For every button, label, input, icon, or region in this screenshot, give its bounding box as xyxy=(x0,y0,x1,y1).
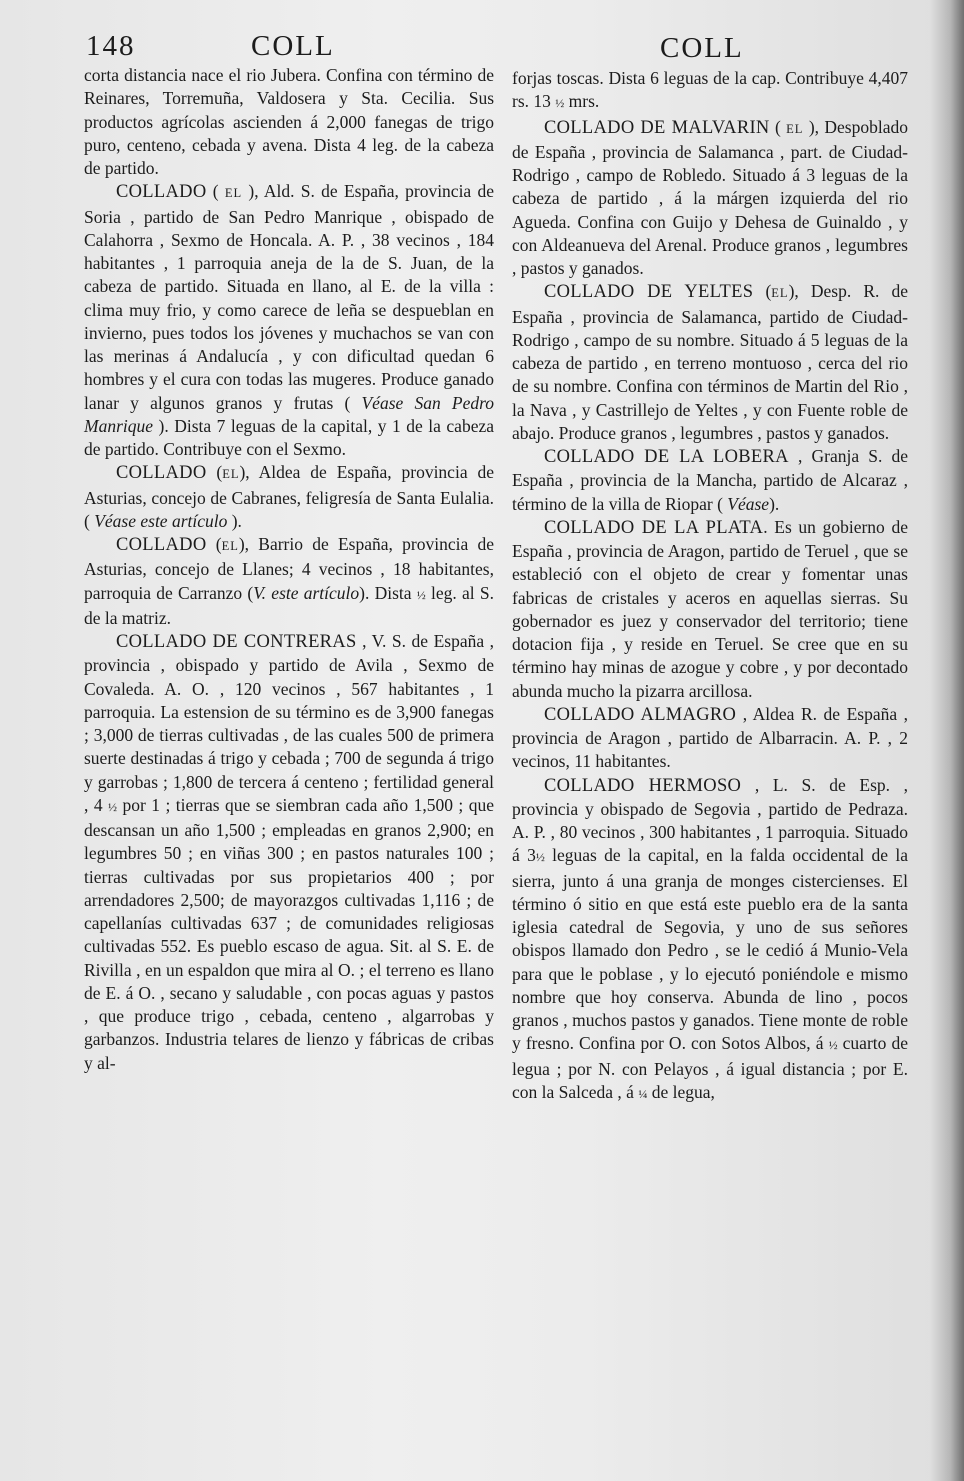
dictionary-entry xyxy=(512,774,908,1107)
fraction: ½ xyxy=(416,587,426,602)
entry-text: corta distancia nace el rio Jubera. Confina con término de Reinares, Torremuña, Valdosera y Sta. Cecilia. Sus productos agrícolas ascienden á 2,000 fanegas de trigo puro, centeno, cebada y avena. Dista 4 leg. de la cabeza de partido. xyxy=(84,65,494,178)
italic-reference: Véase xyxy=(727,493,770,514)
running-head-left: COLL xyxy=(251,30,335,62)
entry-text: , Aldea R. de España , provincia de Aragon , partido de Albarracin. A. P. , 2 vecinos, 11 habitantes. xyxy=(512,703,909,772)
entry-text: ), Aldea de España, provincia de Asturias, concejo de Cabranes, feligresía de Santa Eulalia. ( xyxy=(84,462,494,531)
entry-headword: COLLADO xyxy=(116,463,207,484)
entry-text: . Es un gobierno de España , provincia de Aragon, partido de Teruel , que se estableció con el objeto de crear y fomentar unas fabricas de cristales y aceros en aquellas sierras. Su gobernador es juez y conservador del territorio; tiene dotacion fija , y reside en Teruel. Se cree que en su término hay minas de azogue y cobre , y por decontado abunda mucho la pizarra arcillosa. xyxy=(512,516,908,701)
small-caps-article: EL xyxy=(224,186,243,201)
entry-text: ( xyxy=(206,181,225,202)
small-caps-article: EL xyxy=(786,121,804,136)
dictionary-entry xyxy=(84,630,494,1075)
fraction: ½ xyxy=(535,850,545,865)
italic-reference: Véase San Pedro Manrique xyxy=(84,392,494,436)
entry-text: ), Ald. S. de España, provincia de Soria , partido de San Pedro Manrique , obispado de Calahorra , Sexmo de Honcala. A. P. , 38 vecinos , 184 habitantes , 1 parroquia aneja de la de S. Juan, de la cabeza de partido. Situada en llano, al E. de la villa : clima muy frio, y como carece de leña se despueblan en invierno, pues todos los jóvenes y muchachos se van con las merinas á Andalucía , y con dificultad quedan 6 hombres y el cura con todas las mugeres. Produce ganado lanar y algunos granos y frutas ( xyxy=(84,181,494,413)
entry-headword: COLLADO DE YELTES xyxy=(544,282,754,303)
entry-text: ), Barrio de España, provincia de Asturias, concejo de Llanes; 4 vecinos , 18 habitantes, parroquia de Carranzo ( xyxy=(84,534,494,603)
entry-text: leg. al S. de la matriz. xyxy=(84,582,494,628)
dictionary-entry xyxy=(512,445,908,516)
entry-headword: COLLADO DE LA LOBERA xyxy=(544,447,789,467)
right-column xyxy=(512,67,908,1106)
entry-headword: COLLADO xyxy=(116,182,207,203)
entry-text: ). Dista 7 leguas de la capital, y 1 de la cabeza de partido. Contribuye con el Sexmo. xyxy=(84,415,494,459)
entry-headword: COLLADO HERMOSO xyxy=(544,775,742,796)
entry-text: mrs. xyxy=(564,91,600,112)
entry-text: , L. S. de Esp. , provincia y obispado de Segovia , partido de Pedraza. A. P. , 80 vecinos , 300 habitantes , 1 parroquia. Situado á 3 xyxy=(512,774,908,866)
left-column xyxy=(84,64,494,1075)
fraction: ½ xyxy=(828,1038,838,1053)
entry-text: ). Dista xyxy=(359,582,417,603)
page-edge-shadow xyxy=(930,0,964,1481)
small-caps-article: EL xyxy=(221,539,239,553)
entry-headword: COLLADO xyxy=(116,535,207,555)
entry-text: forjas toscas. Dista 6 leguas de la cap. Contribuye 4,407 rs. 13 xyxy=(512,68,908,112)
dictionary-entry xyxy=(512,703,908,774)
entry-text: ). xyxy=(227,510,242,531)
entry-text: , V. S. de España , provincia , obispado y partido de Avila , Sexmo de Covaleda. A. O. , 120 vecinos , 567 habitantes , 1 parroquia. La estension de su término es de 3,900 fanegas ; 3,000 de tierras cultivadas , de las cuales 500 de primera suerte destinadas á trigo y cebada ; 700 de segunda á trigo y garrobas ; 1,800 de tercera á centeno ; fertilidad general , 4 xyxy=(84,631,494,815)
dictionary-entry xyxy=(512,280,908,445)
entry-headword: COLLADO ALMAGRO xyxy=(544,704,737,725)
entry-text: ), Desp. R. de España , provincia de Salamanca, partido de Ciudad-Rodrigo , campo de su nombre. Situado á 5 leguas de la cabeza de partido , en terreno montuoso , cerca del rio de su nombre. Confina con términos de Martin del Rio , la Nava , y Castrillejo de Yeltes , y con Fuente roble de abajo. Produce granos , legumbres , pastos y ganados. xyxy=(512,281,909,443)
entry-text: cuarto de legua ; por N. con Pelayos , á igual distancia ; por E. con la Salceda , á xyxy=(512,1033,908,1102)
dictionary-entry xyxy=(512,116,908,281)
fraction: ¼ xyxy=(638,1086,648,1101)
entry-text: ( xyxy=(206,534,222,554)
fraction: ½ xyxy=(555,96,565,111)
italic-reference: V. este artículo xyxy=(253,582,360,603)
dictionary-entry xyxy=(84,64,494,180)
entry-text: ( xyxy=(769,116,787,137)
entry-text: de legua, xyxy=(647,1081,715,1102)
small-caps-article: EL xyxy=(771,286,789,301)
dictionary-entry xyxy=(84,180,494,461)
entry-text: ). xyxy=(769,493,780,514)
page-number: 148 xyxy=(86,30,136,62)
entry-text: por 1 ; tierras que se siembran cada año 1,500 ; que descansan un año 1,500 ; empleadas en granos 2,900; en legumbres 50 ; en viñas 300 ; en pastos naturales 100 ; tierras cultivadas por sus propietarios 400 ; por arrendadores 2,500; de mayorazgos cultivadas 1,116 ; de capellanías cultivadas 637 ; de comunidades religiosas cultivadas 552. Es pueblo escaso de agua. Sit. al S. E. de Rivilla , en un espaldon que mira al O. ; el terreno es llano de E. á O. , secano y saludable , con pocas aguas y pastos , que produce trigo , cebada, centeno , algarrobas y garbanzos. Industria telares de lienzo y fábricas de cribas y al- xyxy=(84,794,495,1073)
entry-text: , Granja S. de España , provincia de la Mancha, partido de Alcaraz , término de la villa de Riopar ( xyxy=(512,446,908,514)
entry-headword: COLLADO DE CONTRERAS xyxy=(116,632,357,652)
entry-text: ), Despoblado de España , provincia de Salamanca , part. de Ciudad-Rodrigo , campo de Robledo. Situado á 3 leguas de la cabeza de partido , á la márgen izquierda del rio Agueda. Confina con Guijo y Dehesa de Guinaldo , y con Aldeanueva del Arenal. Produce granos , legumbres , pastos y ganados. xyxy=(512,116,908,278)
entry-text: ( xyxy=(753,281,772,302)
entry-text: leguas de la capital, en la falda occidental de la sierra, junto á una granja de monges cistercienses. El término ó sitio en que está este pueblo era de la santa iglesia catedral de Segovia, y uno de sus señores obispos llamado don Pedro , se le cedió á Munio-Vela para que le poblase , y lo ejecutó poniéndole e mismo nombre que hoy conserva. Abunda de lino , pocos granos , muchos pastos y ganados. Tiene monte de roble y fresno. Confina por O. con Sotos Albos, á xyxy=(512,845,908,1054)
small-caps-article: EL xyxy=(222,467,240,482)
entry-headword: COLLADO DE LA PLATA xyxy=(544,517,764,538)
fraction: ½ xyxy=(108,799,118,814)
running-head-right: COLL xyxy=(660,32,744,64)
dictionary-entry xyxy=(84,461,494,533)
italic-reference: Véase este artículo xyxy=(94,510,228,531)
dictionary-entry xyxy=(512,67,908,116)
dictionary-entry xyxy=(512,516,908,703)
entry-text: ( xyxy=(206,462,223,483)
dictionary-entry xyxy=(84,533,494,630)
entry-headword: COLLADO DE MALVARIN xyxy=(544,117,770,138)
